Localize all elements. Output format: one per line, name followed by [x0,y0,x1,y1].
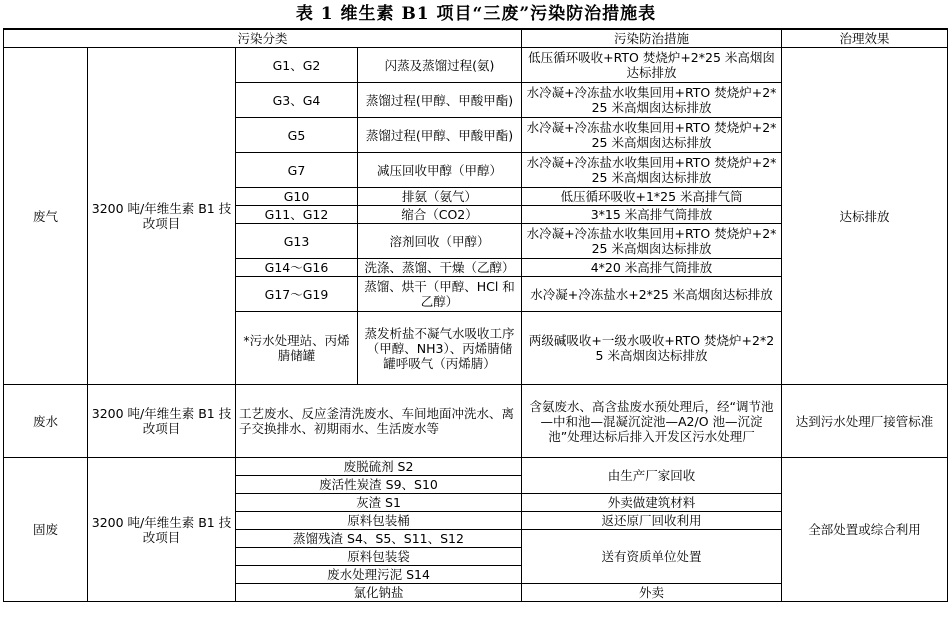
solid-item: 废水处理污泥 S14 [236,566,522,584]
gas-code: G14～G16 [236,259,358,277]
gas-measure: 水冷凝+冷冻盐水收集回用+RTO 焚烧炉+2*25 米高烟囱达标排放 [522,118,782,153]
gas-process: 缩合（CO2） [358,206,522,224]
water-source: 工艺废水、反应釜清洗废水、车间地面冲洗水、离子交换排水、初期雨水、生活废水等 [236,385,522,458]
header-effect: 治理效果 [782,29,948,48]
gas-code: G7 [236,153,358,188]
solid-item: 灰渣 S1 [236,494,522,512]
gas-process: 蒸馏过程(甲醇、甲酸甲酯) [358,83,522,118]
category-solid: 固废 [4,458,88,602]
page-title: 表 1 维生素 B1 项目“三废”污染防治措施表 [295,4,657,24]
project-name: 3200 吨/年维生素 B1 技改项目 [88,458,236,602]
gas-process: 闪蒸及蒸馏过程(氨) [358,48,522,83]
gas-measure: 低压循环吸收+RTO 焚烧炉+2*25 米高烟囱达标排放 [522,48,782,83]
category-gas: 废气 [4,48,88,385]
gas-code: G5 [236,118,358,153]
table-row [4,385,948,458]
gas-process: 洗涤、蒸馏、干燥（乙醇） [358,259,522,277]
gas-code: G3、G4 [236,83,358,118]
solid-measure: 外卖 [522,584,782,602]
solid-item: 原料包装桶 [236,512,522,530]
solid-item: 废活性炭渣 S9、S10 [236,476,522,494]
gas-code: G11、G12 [236,206,358,224]
gas-measure: 水冷凝+冷冻盐水收集回用+RTO 焚烧炉+2*25 米高烟囱达标排放 [522,224,782,259]
gas-process: 蒸馏、烘干（甲醇、HCl 和乙醇） [358,277,522,312]
gas-process: 蒸发析盐不凝气水吸收工序（甲醇、NH3）、丙烯腈储罐呼吸气（丙烯腈） [358,312,522,385]
gas-measure: 水冷凝+冷冻盐水+2*25 米高烟囱达标排放 [522,277,782,312]
project-name: 3200 吨/年维生素 B1 技改项目 [88,385,236,458]
gas-code: G13 [236,224,358,259]
solid-measure: 由生产厂家回收 [522,458,782,494]
gas-process: 溶剂回收（甲醇） [358,224,522,259]
project-name: 3200 吨/年维生素 B1 技改项目 [88,48,236,385]
solid-measure: 返还原厂回收利用 [522,512,782,530]
table-row [4,458,948,476]
water-measure: 含氨废水、高含盐废水预处理后，经“调节池—中和池—混凝沉淀池—A2/O 池—沉淀池”处理达标后排入开发区污水处理厂 [522,385,782,458]
gas-measure: 水冷凝+冷冻盐水收集回用+RTO 焚烧炉+2*25 米高烟囱达标排放 [522,153,782,188]
gas-process: 减压回收甲醇（甲醇） [358,153,522,188]
solid-item: 蒸馏残渣 S4、S5、S11、S12 [236,530,522,548]
category-water: 废水 [4,385,88,458]
pollution-control-table [3,28,948,602]
gas-code: *污水处理站、丙烯腈储罐 [236,312,358,385]
solid-item: 氯化钠盐 [236,584,522,602]
gas-process: 蒸馏过程(甲醇、甲酸甲酯) [358,118,522,153]
gas-measure: 4*20 米高排气筒排放 [522,259,782,277]
gas-measure: 低压循环吸收+1*25 米高排气筒 [522,188,782,206]
gas-process: 排氨（氨气） [358,188,522,206]
gas-measure: 水冷凝+冷冻盐水收集回用+RTO 焚烧炉+2*25 米高烟囱达标排放 [522,83,782,118]
solid-item: 原料包装袋 [236,548,522,566]
header-measures: 污染防治措施 [522,29,782,48]
gas-code: G1、G2 [236,48,358,83]
solid-effect: 全部处置或综合利用 [782,458,948,602]
header-category: 污染分类 [4,29,522,48]
solid-measure: 外卖做建筑材料 [522,494,782,512]
gas-measure: 两级碱吸收+一级水吸收+RTO 焚烧炉+2*25 米高烟囱达标排放 [522,312,782,385]
solid-measure: 送有资质单位处置 [522,530,782,584]
solid-item: 废脱硫剂 S2 [236,458,522,476]
gas-code: G10 [236,188,358,206]
table-row [4,48,948,83]
gas-measure: 3*15 米高排气筒排放 [522,206,782,224]
water-effect: 达到污水处理厂接管标准 [782,385,948,458]
gas-code: G17～G19 [236,277,358,312]
gas-effect: 达标排放 [782,48,948,385]
table-header-row [4,29,948,48]
